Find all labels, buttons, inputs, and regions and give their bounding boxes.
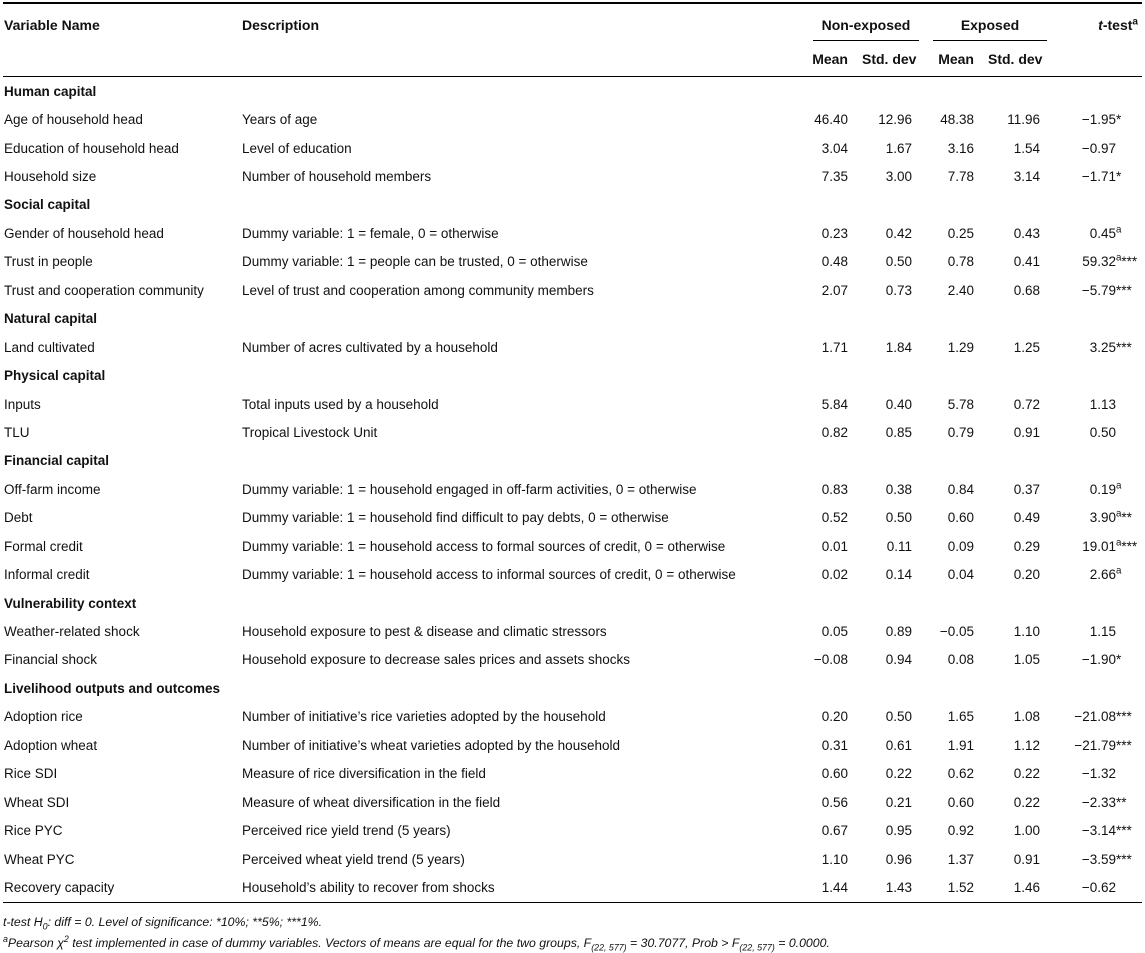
exposed-stddev-cell: 11.96 [1007,112,1040,128]
ttest-value: −21.08 [1074,709,1116,725]
exposed-stddev-cell: 0.91 [1013,424,1040,440]
table-row [3,475,1142,503]
description-cell: Dummy variable: 1 = household find difficult to pay debts, 0 = otherwise [242,510,669,526]
exposed-stddev-cell: 0.29 [1013,538,1040,554]
ttest-value: −2.33 [1081,794,1116,810]
exposed-stddev-cell: 0.49 [1013,510,1040,526]
nonexposed-mean-cell: 3.04 [821,140,848,156]
ttest-value: −0.97 [1081,140,1116,156]
exposed-mean-cell: 0.60 [947,794,974,810]
nonexposed-mean-cell: 0.82 [821,424,848,440]
variable-name-cell: Household size [4,169,97,185]
variable-name-cell: Trust and cooperation community [4,282,204,298]
variable-name-cell: Rice SDI [4,766,58,782]
footnote2-text-4: = 0.0000. [774,935,830,950]
description-cell: Dummy variable: 1 = female, 0 = otherwise [242,225,499,241]
ttest-cell [1054,703,1142,731]
ttest-sup: a [1116,252,1122,264]
nonexposed-stddev-cell: 0.14 [885,567,912,583]
exposed-stddev-cell: 0.37 [1013,481,1040,497]
ttest-stars: ** [1121,510,1132,526]
ttest-value: 2.66 [1089,567,1116,583]
exposed-mean-cell: 3.16 [947,140,974,156]
variable-name-cell: Informal credit [4,567,90,583]
ttest-value: −3.14 [1081,823,1116,839]
ttest-cell [1054,560,1142,588]
nonexposed-mean-cell: 0.20 [821,709,848,725]
exposed-stddev-cell: 0.22 [1013,766,1040,782]
nonexposed-mean-cell: −0.08 [813,652,848,668]
ttest-value: 19.01 [1082,538,1116,554]
exposed-stddev-cell: 0.43 [1013,225,1040,241]
ttest-stars: *** [1116,823,1132,839]
ttest-cell [1054,475,1142,503]
ttest-value: −1.95 [1081,112,1116,128]
exposed-mean-cell: −0.05 [939,624,974,640]
exposed-mean-cell: 0.25 [947,225,974,241]
table-row [3,788,1142,816]
col-header-description: Description [242,17,320,33]
nonexposed-stddev-cell: 1.67 [885,140,912,156]
ttest-sup: a [1116,508,1122,520]
ttest-value: 1.15 [1089,624,1116,640]
ttest-value: −1.90 [1081,652,1116,668]
footnote2-text-2: test implemented in case of dummy variables. Vectors of means are equal for the two groups, F [68,935,592,950]
section-title: Human capital [4,83,97,99]
section-header-row [3,191,1142,219]
variable-name-cell: TLU [4,424,30,440]
nonexposed-stddev-cell: 0.89 [885,624,912,640]
footnote1-h0-subscript: 0 [42,921,48,932]
table-row [3,504,1142,532]
ttest-value: 0.50 [1089,424,1116,440]
footnote1-text-end: : diff = 0. Level of significance: *10%; **5%; ***1%. [47,914,323,929]
ttest-cell [1054,248,1142,276]
exposed-stddev-cell: 0.68 [1013,282,1040,298]
nonexposed-stddev-cell: 12.96 [878,112,912,128]
exposed-group-label: Exposed [933,17,1047,41]
variable-name-cell: Trust in people [4,254,93,270]
nonexposed-stddev-cell: 0.21 [885,794,912,810]
table-row [3,248,1142,276]
exposed-stddev-cell: 1.08 [1013,709,1040,725]
nonexposed-mean-cell: 0.31 [821,737,848,753]
section-header-row [3,589,1142,617]
exposed-mean-cell: 1.65 [947,709,974,725]
variable-name-cell: Recovery capacity [4,879,115,895]
ttest-value: −1.71 [1081,169,1116,185]
description-cell: Number of initiative’s wheat varieties adopted by the household [242,737,620,753]
section-title: Livelihood outputs and outcomes [4,680,220,696]
ttest-value: 0.45 [1089,225,1116,241]
ttest-cell [1054,162,1142,190]
nonexposed-stddev-cell: 1.84 [885,339,912,355]
exposed-stddev-cell: 1.25 [1013,339,1040,355]
description-cell: Number of household members [242,169,432,185]
ttest-stars: * [1116,112,1122,128]
variable-name-cell: Wheat PYC [4,851,75,867]
nonexposed-stddev-cell: 0.38 [885,481,912,497]
nonexposed-stddev-cell: 0.73 [885,282,912,298]
exposed-stddev-cell: 3.14 [1013,169,1040,185]
footnote2-superscript-a: a [3,933,8,944]
table-row [3,418,1142,446]
ttest-cell [1054,873,1142,901]
description-cell: Dummy variable: 1 = household engaged in off-farm activities, 0 = otherwise [242,481,697,497]
table-row [3,760,1142,788]
ttest-sup: a [1116,224,1122,236]
variable-name-cell: Land cultivated [4,339,95,355]
bottom-rule [3,902,1142,903]
variable-name-cell: Education of household head [4,140,179,156]
nonexposed-stddev-cell: 0.22 [885,766,912,782]
table-row [3,646,1142,674]
description-cell: Household’s ability to recover from shocks [242,879,495,895]
table-header [3,4,1142,77]
nonexposed-stddev-cell: 0.95 [885,823,912,839]
ttest-stars: * [1116,652,1122,668]
col-header-ttest [1054,4,1142,77]
nonexposed-mean-cell: 1.44 [821,879,848,895]
exposed-mean-cell: 5.78 [947,396,974,412]
ttest-cell [1054,617,1142,645]
nonexposed-mean-cell: 5.84 [821,396,848,412]
exposed-mean-cell: 48.38 [940,112,974,128]
ttest-stars: *** [1121,254,1138,270]
variable-name-cell: Debt [4,510,33,526]
ttest-value: −1.32 [1081,766,1116,782]
table-body [3,77,1142,902]
table-row [3,390,1142,418]
ttest-stars: ** [1116,794,1127,810]
non-exposed-group-label: Non-exposed [813,17,919,41]
nonexposed-mean-cell: 1.71 [821,339,848,355]
exposed-mean-cell: 0.92 [947,823,974,839]
description-cell: Level of education [242,140,352,156]
ttest-label-rest: -test [1102,17,1133,33]
nonexposed-mean-cell: 46.40 [814,112,848,128]
ttest-cell [1054,418,1142,446]
section-header-row [3,361,1142,389]
nonexposed-mean-cell: 0.05 [821,624,848,640]
table-row [3,532,1142,560]
footnote2-f-subscript-2: (22, 577) [739,942,775,953]
description-cell: Dummy variable: 1 = people can be trusted, 0 = otherwise [242,254,588,270]
section-title: Physical capital [4,368,106,384]
table-row [3,219,1142,247]
exposed-stddev-cell: 1.00 [1013,823,1040,839]
exposed-stddev-cell: 0.72 [1013,396,1040,412]
description-cell: Number of initiative’s rice varieties adopted by the household [242,709,606,725]
ttest-cell [1054,504,1142,532]
table-row [3,134,1142,162]
descriptive-statistics-table [3,4,1142,902]
section-title: Financial capital [4,453,110,469]
nonexposed-mean-cell: 0.48 [821,254,848,270]
exposed-stddev-cell: 0.91 [1013,851,1040,867]
col-header-nonexposed-stddev: Std. dev [861,51,917,67]
table-row [3,105,1142,133]
ttest-value: −21.79 [1074,737,1116,753]
nonexposed-mean-cell: 0.02 [821,567,848,583]
exposed-stddev-cell: 1.54 [1013,140,1040,156]
ttest-value: 3.90 [1089,510,1116,526]
variable-name-cell: Formal credit [4,538,83,554]
description-cell: Perceived rice yield trend (5 years) [242,823,451,839]
exposed-stddev-cell: 1.10 [1013,624,1040,640]
description-cell: Measure of rice diversification in the field [242,766,486,782]
nonexposed-stddev-cell: 0.11 [886,538,912,554]
col-group-exposed [926,4,1054,42]
exposed-mean-cell: 0.79 [947,424,974,440]
variable-name-cell: Age of household head [4,112,143,128]
description-cell: Household exposure to pest & disease and climatic stressors [242,624,607,640]
footnotes [3,913,1142,953]
description-cell: Measure of wheat diversification in the field [242,794,501,810]
exposed-mean-cell: 0.09 [947,538,974,554]
col-header-exposed-mean: Mean [938,51,974,67]
table-row [3,873,1142,901]
variable-name-cell: Adoption rice [4,709,83,725]
exposed-mean-cell: 7.78 [947,169,974,185]
table-row [3,162,1142,190]
nonexposed-stddev-cell: 1.43 [885,879,912,895]
nonexposed-mean-cell: 0.23 [821,225,848,241]
exposed-stddev-cell: 0.41 [1013,254,1040,270]
ttest-cell [1054,276,1142,304]
ttest-stars: *** [1116,737,1132,753]
footnote2-text-3: = 30.7077, Prob > F [626,935,740,950]
description-cell: Years of age [242,112,318,128]
description-cell: Tropical Livestock Unit [242,424,378,440]
nonexposed-mean-cell: 0.56 [821,794,848,810]
nonexposed-mean-cell: 7.35 [821,169,848,185]
nonexposed-stddev-cell: 3.00 [885,169,912,185]
ttest-cell [1054,646,1142,674]
exposed-stddev-cell: 0.20 [1013,567,1040,583]
col-group-non-exposed [806,4,926,42]
ttest-sup: a [1116,537,1122,549]
ttest-cell [1054,219,1142,247]
exposed-stddev-cell: 0.22 [1013,794,1040,810]
variable-name-cell: Financial shock [4,652,98,668]
variable-name-cell: Weather-related shock [4,624,140,640]
section-header-row [3,305,1142,333]
ttest-value: 3.25 [1089,339,1116,355]
nonexposed-mean-cell: 0.01 [821,538,848,554]
ttest-sup: a [1116,565,1122,577]
nonexposed-mean-cell: 2.07 [821,282,848,298]
nonexposed-stddev-cell: 0.42 [885,225,912,241]
ttest-cell [1054,105,1142,133]
description-cell: Dummy variable: 1 = household access to informal sources of credit, 0 = otherwise [242,567,736,583]
exposed-mean-cell: 1.91 [947,737,974,753]
footnote2-chi-squared-sup: 2 [63,933,69,944]
exposed-mean-cell: 2.40 [947,282,974,298]
ttest-value: −3.59 [1081,851,1116,867]
section-title: Natural capital [4,311,98,327]
description-cell: Total inputs used by a household [242,396,439,412]
nonexposed-stddev-cell: 0.94 [885,652,912,668]
nonexposed-stddev-cell: 0.96 [885,851,912,867]
variable-name-cell: Adoption wheat [4,737,98,753]
exposed-mean-cell: 0.08 [947,652,974,668]
ttest-stars: *** [1116,282,1132,298]
ttest-value: 59.32 [1082,254,1116,270]
footnote2-f-subscript-1: (22, 577) [591,942,627,953]
nonexposed-mean-cell: 0.67 [821,823,848,839]
description-cell: Number of acres cultivated by a household [242,339,498,355]
exposed-mean-cell: 0.78 [947,254,974,270]
nonexposed-stddev-cell: 0.61 [885,737,912,753]
nonexposed-stddev-cell: 0.85 [885,424,912,440]
exposed-mean-cell: 0.04 [947,567,974,583]
table-row [3,560,1142,588]
table-row [3,845,1142,873]
section-header-row [3,674,1142,702]
exposed-stddev-cell: 1.12 [1013,737,1040,753]
nonexposed-mean-cell: 1.10 [821,851,848,867]
ttest-cell [1054,731,1142,759]
table-row [3,731,1142,759]
col-header-exposed-stddev: Std. dev [987,51,1043,67]
description-cell: Dummy variable: 1 = household access to formal sources of credit, 0 = otherwise [242,538,726,554]
ttest-cell [1054,532,1142,560]
nonexposed-stddev-cell: 0.50 [885,254,912,270]
table-row [3,816,1142,844]
exposed-mean-cell: 0.62 [947,766,974,782]
ttest-value: 1.13 [1089,396,1116,412]
ttest-stars: *** [1121,538,1138,554]
exposed-stddev-cell: 1.05 [1013,652,1040,668]
footnote1-text-start: t-test H [3,914,43,929]
ttest-value: −5.79 [1081,282,1116,298]
ttest-value: 0.19 [1089,481,1116,497]
table-row [3,276,1142,304]
ttest-sup: a [1116,480,1122,492]
ttest-cell [1054,816,1142,844]
ttest-stars: *** [1116,851,1132,867]
ttest-stars: *** [1116,709,1132,725]
variable-name-cell: Wheat SDI [4,794,70,810]
nonexposed-mean-cell: 0.83 [821,481,848,497]
section-header-row [3,447,1142,475]
description-cell: Perceived wheat yield trend (5 years) [242,851,465,867]
ttest-cell [1054,760,1142,788]
nonexposed-mean-cell: 0.60 [821,766,848,782]
section-title: Vulnerability context [4,595,137,611]
exposed-stddev-cell: 1.46 [1013,879,1040,895]
description-cell: Level of trust and cooperation among community members [242,282,594,298]
exposed-mean-cell: 1.37 [947,851,974,867]
ttest-cell [1054,390,1142,418]
ttest-cell [1054,134,1142,162]
exposed-mean-cell: 0.60 [947,510,974,526]
nonexposed-stddev-cell: 0.40 [885,396,912,412]
table-row [3,333,1142,361]
col-header-nonexposed-mean: Mean [812,51,848,67]
exposed-mean-cell: 1.52 [947,879,974,895]
variable-name-cell: Inputs [4,396,41,412]
ttest-stars: * [1116,169,1122,185]
variable-name-cell: Rice PYC [4,823,63,839]
variable-name-cell: Gender of household head [4,225,164,241]
ttest-stars: *** [1116,339,1132,355]
ttest-value: −0.62 [1081,879,1116,895]
ttest-cell [1054,788,1142,816]
col-header-variable-name: Variable Name [4,17,100,33]
ttest-superscript-a: a [1132,16,1138,28]
description-cell: Household exposure to decrease sales prices and assets shocks [242,652,630,668]
table-row [3,703,1142,731]
variable-name-cell: Off-farm income [4,481,101,497]
nonexposed-mean-cell: 0.52 [821,510,848,526]
exposed-mean-cell: 1.29 [947,339,974,355]
ttest-cell [1054,333,1142,361]
section-title: Social capital [4,197,91,213]
exposed-mean-cell: 0.84 [947,481,974,497]
nonexposed-stddev-cell: 0.50 [885,709,912,725]
table-row [3,617,1142,645]
ttest-cell [1054,845,1142,873]
footnote-pearson-test [3,934,1142,953]
footnote2-text-1: Pearson χ [7,935,64,950]
section-header-row [3,77,1142,106]
nonexposed-stddev-cell: 0.50 [885,510,912,526]
header-row-groups [3,4,1142,42]
ttest-italic-t: t [1098,17,1103,33]
